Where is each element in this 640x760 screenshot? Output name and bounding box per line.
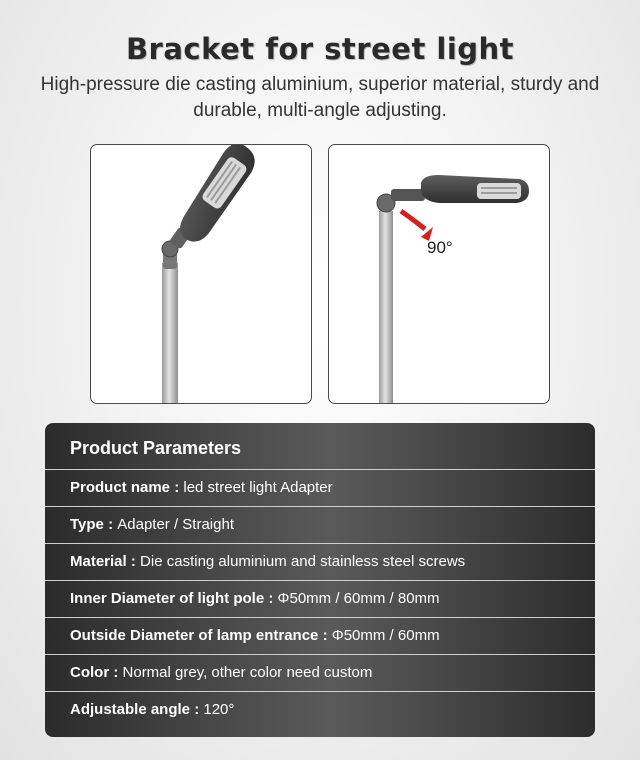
page-title: Bracket for street light: [125, 32, 515, 66]
parameter-label: Outside Diameter of lamp entrance: [70, 627, 319, 644]
parameter-row: [45, 655, 595, 692]
product-photo-angle: [328, 144, 550, 404]
angle-label: 90°: [427, 238, 453, 257]
parameter-value: Φ50mm / 60mm: [331, 627, 440, 644]
parameter-separator: :: [103, 516, 118, 533]
parameter-value: Adapter / Straight: [117, 516, 234, 533]
parameter-label: Type: [70, 516, 104, 533]
parameter-value: Φ50mm / 60mm / 80mm: [277, 590, 440, 607]
parameter-label: Color: [70, 664, 110, 681]
parameter-label: Inner Diameter of light pole: [70, 590, 265, 607]
parameter-value: Die casting aluminium and stainless steel screws: [140, 553, 466, 570]
parameter-separator: :: [318, 627, 332, 644]
product-photo-tilted: [90, 144, 312, 404]
parameter-row: [45, 581, 595, 618]
parameter-separator: :: [264, 590, 278, 607]
parameter-value: 120°: [203, 701, 235, 718]
parameter-row: [45, 692, 595, 728]
street-light-angle-illustration: [329, 145, 549, 403]
parameter-row: [45, 507, 595, 544]
parameters-heading: Product Parameters: [45, 423, 595, 470]
product-parameters-panel: [45, 423, 595, 737]
parameter-separator: :: [126, 553, 141, 570]
parameter-label: Adjustable angle: [70, 701, 191, 718]
parameter-label: Product name: [70, 479, 171, 496]
parameter-separator: :: [109, 664, 123, 681]
parameter-separator: :: [170, 479, 184, 496]
parameter-row: [45, 618, 595, 655]
parameter-row: [45, 470, 595, 507]
parameter-value: Normal grey, other color need custom: [122, 664, 373, 681]
street-light-tilted-illustration: [91, 145, 311, 403]
parameter-separator: :: [190, 701, 204, 718]
parameter-row: [45, 544, 595, 581]
parameter-value: led street light Adapter: [183, 479, 333, 496]
parameter-label: Material: [70, 553, 127, 570]
page-subtitle: High-pressure die casting aluminium, superior material, sturdy and durable, multi-angle adjusting.: [40, 74, 600, 121]
